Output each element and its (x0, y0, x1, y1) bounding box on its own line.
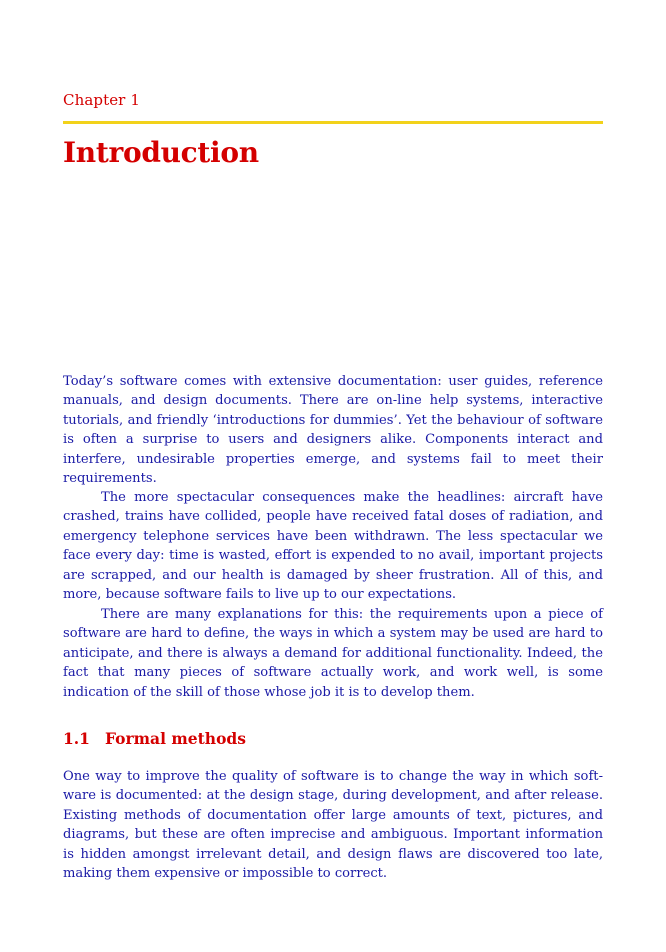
chapter-label: Chapter 1 (63, 91, 140, 109)
paragraph-formal-methods: One way to improve the quality of software is to change the way in which software is documented: at the design stage, during development, and after release. Existing methods of documentation offer large amounts of text, pictures, and diagrams, but these are often imprecise and ambiguous. Important information is hidden amongst irrelevant detail, and design flaws are discovered too late, making them expensive or impossible to correct. (63, 769, 603, 882)
section-number: 1.1 (63, 729, 90, 748)
chapter-title: Introduction (63, 136, 259, 169)
paragraph-explanations: There are many explanations for this: the requirements upon a piece of software are hard to define, the ways in which a system may be used are hard to anticipate, and there is always a demand for additional functionality. Indeed, the fact that many pieces of software actually work, and work well, is some indication of the skill of those whose job it is to develop them. (63, 607, 603, 700)
page (63, 0, 603, 952)
paragraph-consequences: The more spectacular consequences make the headlines: aircraft have crashed, trains have collided, people have received fatal doses of radiation, and emergency telephone services have been withdrawn. The less spectacular we face every day: time is wasted, effort is expended to no avail, important projects are scrapped, and our health is damaged by sheer frustration. All of this, and more, because software fails to live up to our expectations. (63, 490, 603, 603)
chapter-rule (63, 121, 603, 124)
section-heading (63, 729, 246, 748)
paragraph-intro: Today’s software comes with extensive documentation: user guides, reference manuals, and design documents. There are on-line help systems, interactive tutorials, and friendly ‘introductions for dummies’. Yet the behaviour of software is often a surprise to users and designers alike. Components interact and interfere, undesirable properties emerge, and systems fail to meet their requirements. (63, 374, 603, 487)
section-title: Formal methods (105, 729, 246, 748)
